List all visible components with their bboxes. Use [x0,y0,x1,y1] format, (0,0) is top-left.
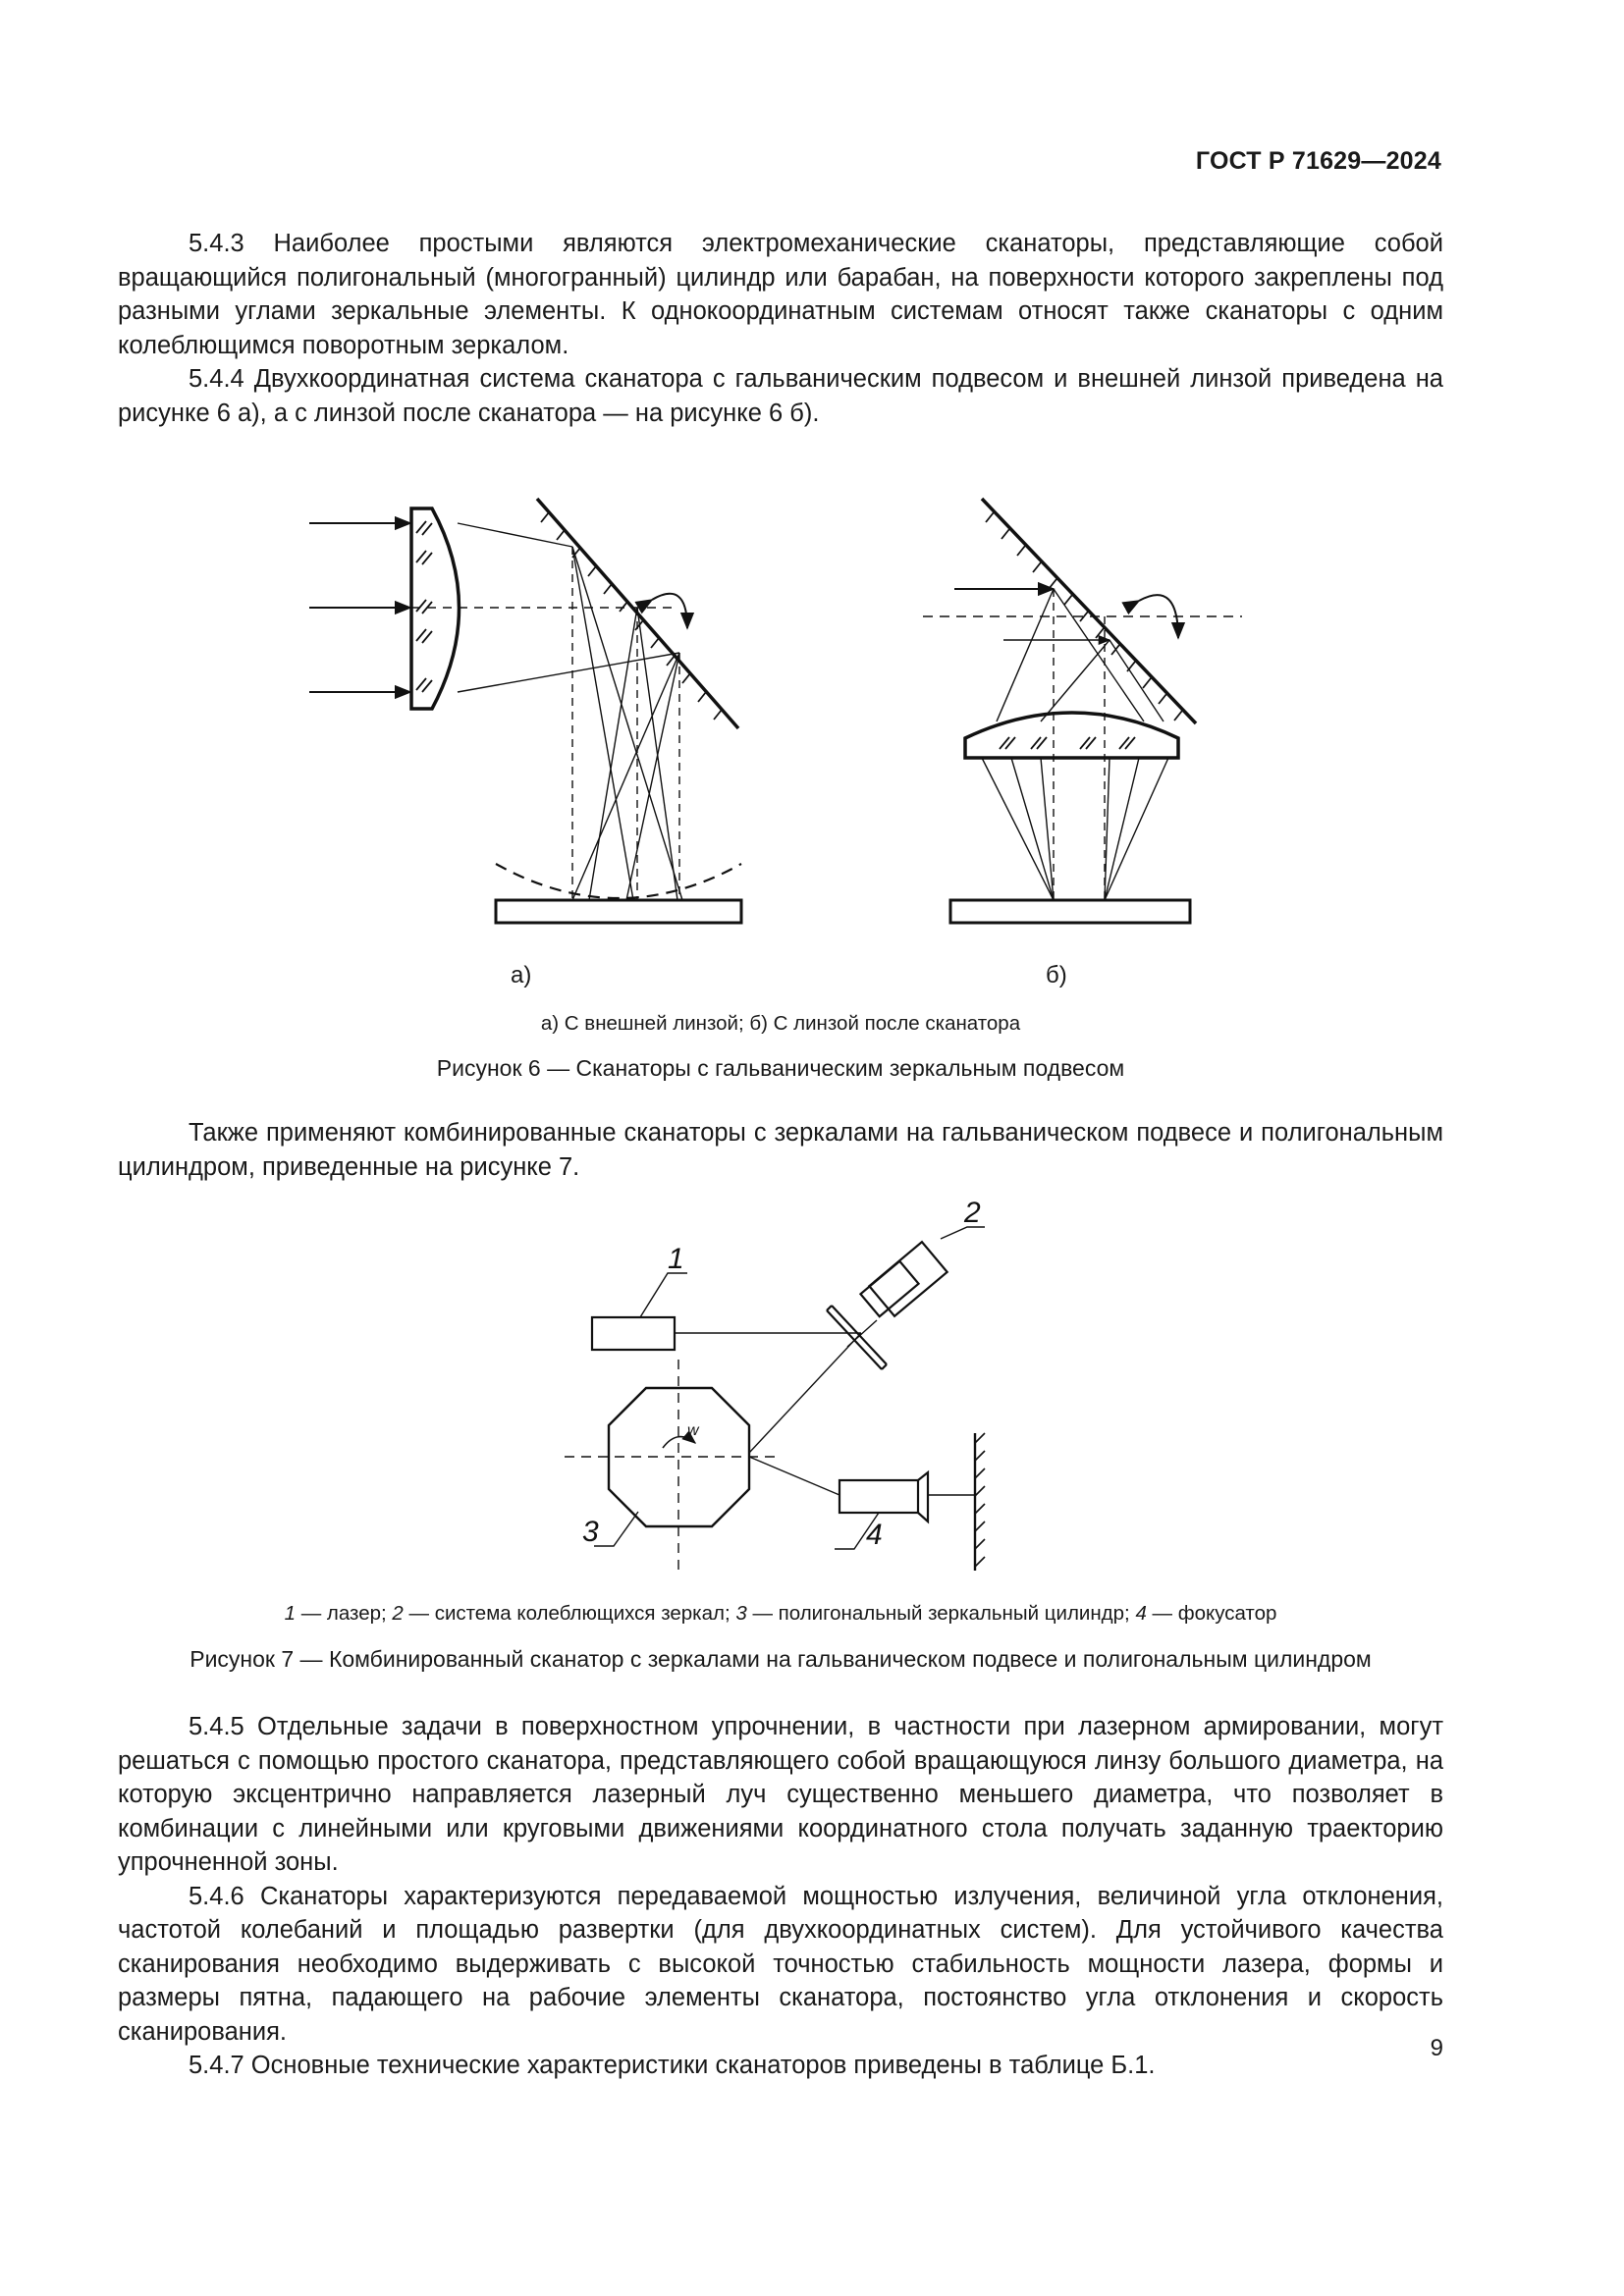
fig7-legend-t3: — полигональный зеркальный цилиндр; [746,1602,1136,1625]
fig7-label-3: 3 [582,1516,599,1548]
page-number: 9 [1430,2035,1443,2061]
fig6a-work-table [496,900,741,923]
paragraph-5-4-7: 5.4.7 Основные технические характеристики сканаторов приведены в таблице Б.1. [189,2052,1156,2079]
text-block-mid [118,1116,1443,1184]
fig7-legend-t4: — фокусатор [1146,1602,1277,1625]
fig7-label-4: 4 [866,1519,883,1551]
document-id: ГОСТ Р 71629—2024 [1195,147,1441,175]
fig7-label-w: w [687,1422,699,1439]
paragraph-5-4-6: 5.4.6 Сканаторы характеризуются передаваемой мощностью излучения, величиной угла отклонения, частотой колебаний и площадью развертки (для двухкоординатных систем). Для устойчивого качества сканирования необходимо выдерживать с высокой точностью стабильность мощности лазера, формы и размеры пятна, падающего на рабочие элементы сканатора, постоянство угла отклонения и скорость сканирования. [118,1882,1443,2046]
fig7-legend-t2: — система колеблющихся зеркал; [403,1602,736,1625]
fig7-caption: Рисунок 7 — Комбинированный сканатор с зеркалами на гальваническом подвесе и полигональным цилиндром [189,1646,1372,1672]
paragraph-combined-scanners: Также применяют комбинированные сканаторы с зеркалами на гальваническом подвесе и полигональным цилиндром, приведенные на рисунке 7. [118,1119,1443,1181]
fig7-legend-n3: 3 [735,1602,747,1625]
fig7-legend-n2: 2 [392,1602,404,1625]
fig6a-lens-hatch [416,521,432,692]
fig7-laser [592,1317,675,1350]
fig6-caption: Рисунок 6 — Сканаторы с гальваническим зеркальным подвесом [436,1055,1125,1081]
fig6b-mirror [982,499,1196,723]
fig7-legend-n1: 1 [284,1602,296,1625]
paragraph-5-4-5: 5.4.5 Отдельные задачи в поверхностном упрочнении, в частности при лазерном армировании, могут решаться с помощью простого сканатора, представляющего собой вращающуюся линзу большого диаметра, на которую эксцентрично направляется лазерный луч существенно меньшего диаметра, что позволяет в комбинации с линейными или круговыми движениями координатного стола получать заданную траекторию упрочненной зоны. [118,1713,1443,1876]
fig7-polygon-cylinder [609,1388,749,1526]
fig7-focuser [839,1480,918,1513]
fig6b-lens-hatch [1000,737,1135,749]
fig6a-mirror-hatch [541,512,722,720]
paragraph-5-4-3: 5.4.3 Наиболее простыми являются электромеханические сканаторы, представляющие собой вращающийся полигональный (многогранный) цилиндр или барабан, на поверхности которого закреплены под разными углами зеркальные элементы. К однокоординатным системам относят также сканаторы с одним колеблющимся поворотным зеркалом. [118,230,1443,359]
fig6a-rotation-arrow [652,594,687,628]
fig7-legend-t1: — лазер; [296,1602,393,1625]
fig6-label-b: б) [1046,962,1067,988]
fig7-label-1: 1 [668,1243,684,1275]
fig6-subcaption: а) С внешней линзой; б) С линзой после сканатора [540,1012,1021,1035]
text-block-bottom [118,1710,1443,2083]
fig7-legend-n4: 4 [1135,1602,1147,1625]
fig6b-work-table [950,900,1190,923]
fig6a-focal-arc [496,864,741,898]
fig7-legend [118,1602,1443,1626]
fig6-label-a: а) [511,962,532,988]
fig7-label-2: 2 [964,1197,981,1229]
paragraph-5-4-4: 5.4.4 Двухкоординатная система сканатора с гальваническим подвесом и внешней линзой приведена на рисунке 6 а), а с линзой после сканатора — на рисунке 6 б). [118,365,1443,427]
